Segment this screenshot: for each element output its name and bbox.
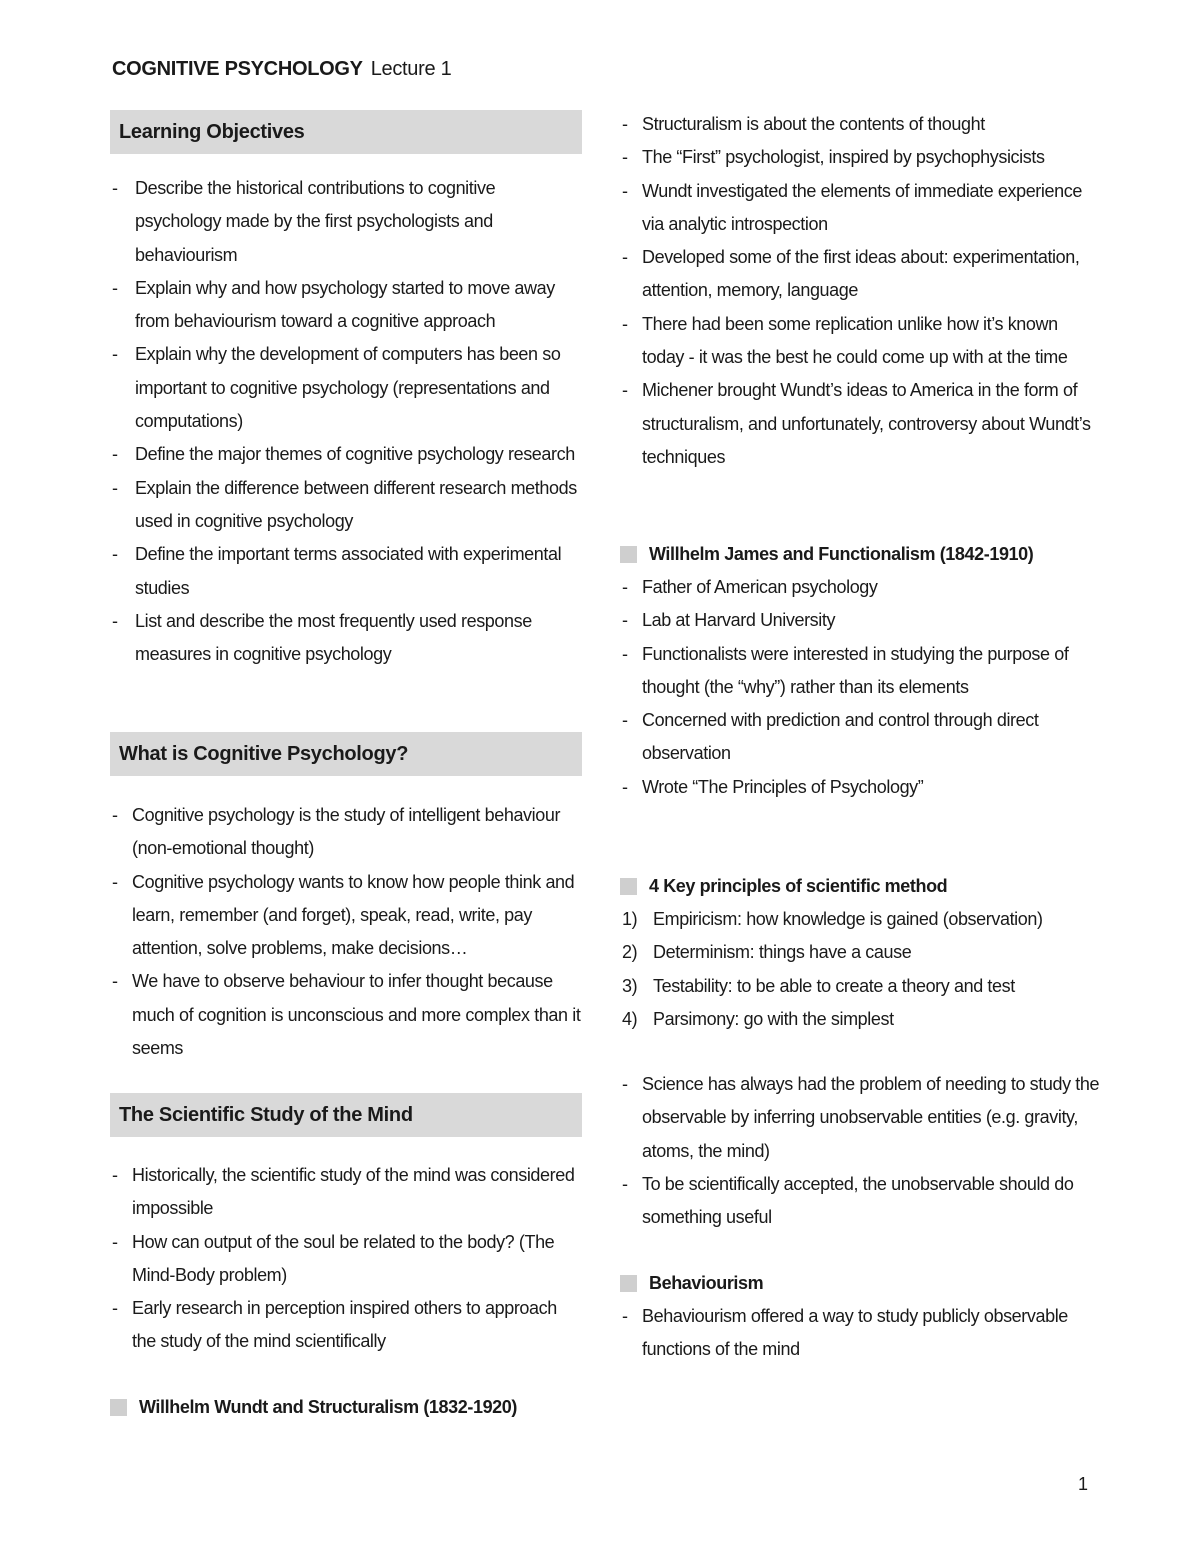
behaviourism-list: [620, 1300, 1100, 1367]
dash-marker: -: [112, 344, 118, 365]
list-item: - Explain why the development of computers has been so important to cognitive psychology (representations and computations): [110, 338, 582, 438]
dash-marker: -: [112, 1298, 118, 1319]
dash-marker: -: [112, 610, 118, 631]
left-column: [110, 110, 582, 671]
dash-marker: -: [622, 710, 628, 731]
list-item: - Explain why and how psychology started to move away from behaviourism toward a cognitive approach: [110, 272, 582, 339]
list-item: - There had been some replication unlike how it’s known today - it was the best he could come up with at the time: [620, 308, 1100, 375]
list-item: - Michener brought Wundt’s ideas to America in the form of structuralism, and unfortunately, controversy about Wundt’s techniques: [620, 374, 1100, 474]
page-number: 1: [1077, 1474, 1088, 1494]
subheading-behaviourism: Behaviourism: [620, 1267, 1100, 1300]
dash-marker: -: [622, 776, 628, 797]
list-item: - Behaviourism offered a way to study publicly observable functions of the mind: [620, 1300, 1100, 1367]
dash-marker: -: [622, 577, 628, 597]
dash-marker: -: [112, 805, 118, 825]
wundt-heading-block: [110, 1391, 582, 1424]
list-item: - Wundt investigated the elements of immediate experience via analytic introspection: [620, 175, 1100, 242]
principles-section: [620, 870, 1100, 1036]
course-title: COGNITIVE PSYCHOLOGY: [112, 58, 363, 80]
dash-marker: -: [112, 178, 118, 198]
list-item: - We have to observe behaviour to infer thought because much of cognition is unconscious and more complex than it seems: [110, 965, 582, 1065]
list-item: - Historically, the scientific study of the mind was considered impossible: [110, 1159, 582, 1226]
science-section: [620, 1068, 1100, 1234]
numbered-item: 1) Empiricism: how knowledge is gained (observation): [622, 909, 1043, 929]
dash-marker: -: [112, 444, 118, 465]
wundt-details: [620, 108, 1100, 474]
numbered-item: 2) Determinism: things have a cause: [622, 942, 912, 963]
dash-marker: -: [112, 971, 118, 992]
dash-marker: -: [622, 180, 628, 201]
lecture-label: Lecture 1: [370, 58, 452, 80]
what-is-list: [110, 799, 582, 1065]
numbered-item: 4) Parsimony: go with the simplest: [622, 1008, 894, 1029]
square-bullet-icon: [620, 878, 637, 895]
behaviourism-section: [620, 1267, 1100, 1367]
list-item: - How can output of the soul be related to the body? (The Mind-Body problem): [110, 1226, 582, 1293]
square-bullet-icon: [110, 1399, 127, 1416]
dash-marker: -: [622, 1074, 628, 1094]
wundt-list: [620, 108, 1100, 474]
list-item: - Father of American psychology: [620, 571, 1100, 604]
dash-marker: -: [622, 1173, 628, 1194]
subheading-principles: 4 Key principles of scientific method: [620, 870, 1100, 903]
list-item: - To be scientifically accepted, the unobservable should do something useful: [620, 1168, 1100, 1235]
dash-marker: -: [622, 114, 628, 134]
section-heading-what-is-cognitive-psychology: What is Cognitive Psychology?: [110, 732, 582, 776]
square-bullet-icon: [620, 1275, 637, 1292]
scientific-study-section: [110, 1093, 582, 1359]
subheading-wundt: Willhelm Wundt and Structuralism (1832-1920): [110, 1391, 582, 1424]
dash-marker: -: [622, 380, 628, 401]
list-item: - Define the important terms associated with experimental studies: [110, 538, 582, 605]
dash-marker: -: [112, 477, 118, 498]
document-title: [112, 58, 451, 81]
list-item: - Lab at Harvard University: [620, 604, 1100, 637]
list-item: - Developed some of the first ideas about: experimentation, attention, memory, language: [620, 241, 1100, 308]
list-item: - Structuralism is about the contents of thought: [620, 108, 1100, 141]
dash-marker: -: [112, 871, 118, 892]
section-heading-scientific-study: The Scientific Study of the Mind: [110, 1093, 582, 1137]
dash-marker: -: [112, 1165, 118, 1185]
dash-marker: -: [622, 643, 628, 664]
list-item: - List and describe the most frequently used response measures in cognitive psychology: [110, 605, 582, 672]
subheading-james: Willhelm James and Functionalism (1842-1910): [620, 538, 1100, 571]
list-item: - Describe the historical contributions to cognitive psychology made by the first psychologists and behaviourism: [110, 172, 582, 272]
list-item: - Early research in perception inspired others to approach the study of the mind scientifically: [110, 1292, 582, 1359]
james-section: [620, 538, 1100, 804]
list-item: - The “First” psychologist, inspired by psychophysicists: [620, 141, 1100, 174]
dash-marker: -: [622, 313, 628, 334]
list-item: - Cognitive psychology is the study of intelligent behaviour (non-emotional thought): [110, 799, 582, 866]
dash-marker: -: [112, 544, 118, 565]
dash-marker: -: [622, 1306, 628, 1326]
section-heading-learning-objectives: Learning Objectives: [110, 110, 582, 154]
list-item: - Concerned with prediction and control through direct observation: [620, 704, 1100, 771]
principles-list: [620, 903, 1100, 1036]
dash-marker: -: [622, 247, 628, 268]
list-item: - Cognitive psychology wants to know how people think and learn, remember (and forget), speak, read, write, pay attention, solve problems, make decisions…: [110, 866, 582, 966]
dash-marker: -: [112, 277, 118, 298]
dash-marker: -: [622, 610, 628, 631]
dash-marker: -: [112, 1231, 118, 1252]
objectives-list: [110, 172, 582, 671]
james-list: [620, 571, 1100, 804]
list-item: - Functionalists were interested in studying the purpose of thought (the “why”) rather than its elements: [620, 638, 1100, 705]
dash-marker: -: [622, 147, 628, 168]
scientific-study-list: [110, 1159, 582, 1359]
square-bullet-icon: [620, 546, 637, 563]
what-is-section: [110, 732, 582, 1065]
numbered-item: 3) Testability: to be able to create a theory and test: [622, 975, 1015, 996]
list-item: - Wrote “The Principles of Psychology”: [620, 771, 1100, 804]
list-item: - Science has always had the problem of needing to study the observable by inferring unobservable entities (e.g. gravity, atoms, the mind): [620, 1068, 1100, 1168]
science-list: [620, 1068, 1100, 1234]
list-item: - Define the major themes of cognitive psychology research: [110, 438, 582, 471]
list-item: - Explain the difference between different research methods used in cognitive psychology: [110, 472, 582, 539]
